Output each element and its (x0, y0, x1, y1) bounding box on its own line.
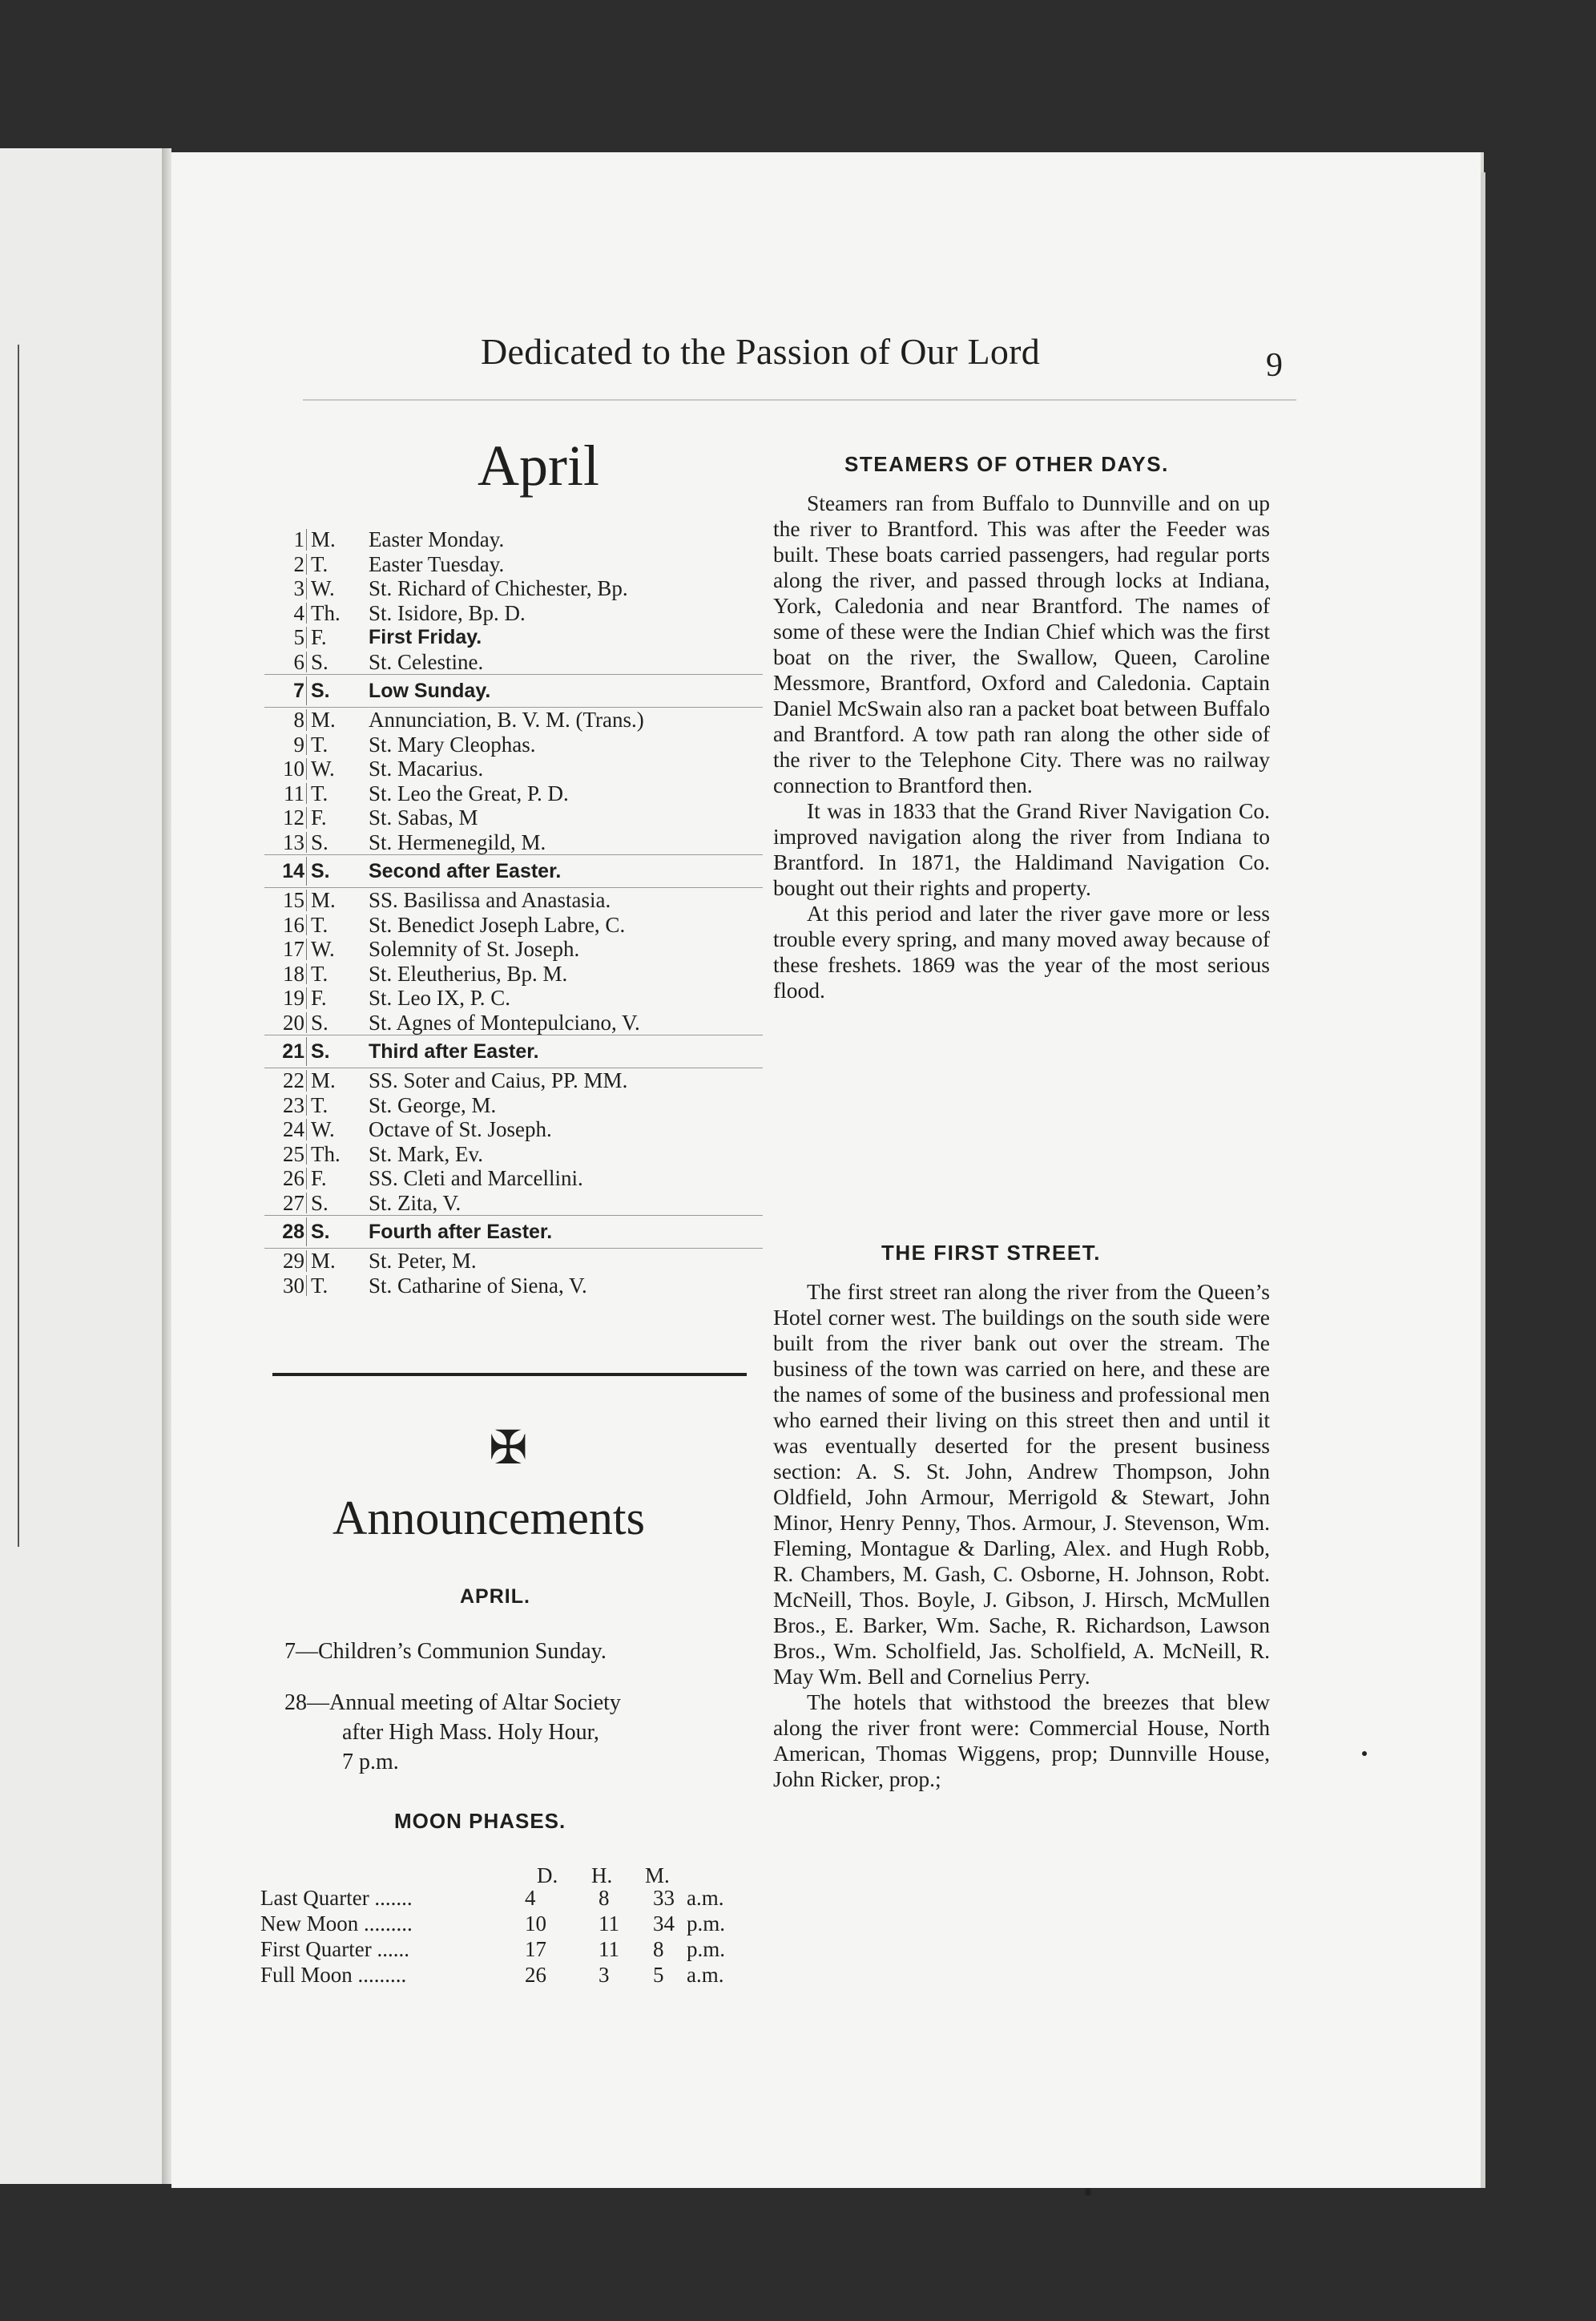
calendar-day-number: 3 (293, 576, 304, 600)
calendar-feast: St. Benedict Joseph Labre, C. (369, 912, 626, 937)
calendar-feast: St. Isidore, Bp. D. (369, 600, 526, 625)
calendar-day-number: 5 (293, 625, 304, 649)
calendar-weekday: M. (311, 888, 336, 912)
moon-phase-ampm: a.m. (687, 1963, 724, 1987)
calendar-sunday-row (264, 1215, 763, 1249)
calendar-title: April (478, 434, 599, 498)
announcement-line: 28—Annual meeting of Altar Society (284, 1690, 621, 1715)
calendar-feast: Annunciation, B. V. M. (Trans.) (369, 708, 644, 732)
calendar-row (264, 1093, 763, 1118)
calendar-row (264, 757, 763, 781)
calendar-weekday: M. (311, 1068, 336, 1092)
calendar-feast: Third after Easter. (369, 1040, 539, 1063)
steamers-text (773, 490, 1270, 1003)
announcement-item (284, 1637, 749, 1666)
calendar-feast: St. Macarius. (369, 757, 484, 781)
calendar-feast: St. Eleutherius, Bp. M. (369, 961, 568, 986)
calendar-divider (306, 1193, 307, 1214)
calendar-divider (306, 807, 307, 829)
calendar-feast: St. Leo the Great, P. D. (369, 781, 569, 805)
calendar-weekday: S. (311, 1040, 330, 1063)
moon-phase-ampm: p.m. (687, 1937, 726, 1961)
calendar-day-number: 10 (283, 757, 304, 781)
first-street-heading: THE FIRST STREET. (881, 1241, 1101, 1265)
calendar-divider (306, 529, 307, 551)
moon-phase-minute: 8 (653, 1937, 664, 1961)
calendar-row (264, 986, 763, 1011)
calendar-feast: St. Leo IX, P. C. (369, 986, 511, 1010)
calendar-feast: Low Sunday. (369, 680, 491, 702)
ink-spot (1085, 2188, 1091, 2196)
paragraph: It was in 1833 that the Grand River Navigation Co. improved navigation along the river from Indiana to Brantford. In 1871, the Haldimand Navigation Co. bought out their rights and property. (773, 798, 1270, 900)
moon-phase-day: 26 (525, 1963, 546, 1987)
calendar-divider (306, 783, 307, 805)
calendar-weekday: W. (311, 937, 335, 961)
calendar-row (264, 830, 763, 855)
announcement-line: 7 p.m. (342, 1750, 399, 1774)
calendar-row (264, 650, 763, 675)
calendar-weekday: F. (311, 625, 327, 649)
calendar-day-number: 1 (293, 527, 304, 551)
calendar-feast: St. Mark, Ev. (369, 1141, 483, 1166)
moon-phase-name: Last Quarter ....... (260, 1886, 413, 1910)
calendar-row (264, 805, 763, 830)
calendar-divider (306, 1037, 307, 1066)
calendar-feast: SS. Soter and Caius, PP. MM. (369, 1068, 628, 1092)
facing-page-edge (0, 345, 19, 1547)
calendar-weekday: M. (311, 527, 336, 551)
calendar-row (264, 937, 763, 962)
calendar-day-number: 28 (282, 1221, 304, 1243)
header-rule (303, 399, 1296, 401)
cross-ornament: ✠ (489, 1422, 528, 1474)
calendar-divider (306, 676, 307, 705)
calendar-divider (306, 914, 307, 936)
calendar-divider (306, 963, 307, 985)
calendar-weekday: T. (311, 732, 328, 757)
calendar-feast: St. George, M. (369, 1092, 497, 1117)
calendar-day-number: 2 (293, 551, 304, 576)
moon-phase-hour: 11 (598, 1911, 619, 1936)
calendar-day-number: 18 (283, 961, 304, 986)
calendar-day-number: 26 (283, 1166, 304, 1190)
calendar-day-number: 27 (283, 1190, 304, 1215)
moon-phase-hour: 3 (598, 1963, 610, 1987)
calendar-row (264, 1117, 763, 1142)
calendar-divider (306, 734, 307, 756)
moon-phase-day: 4 (525, 1886, 536, 1910)
running-head: Dedicated to the Passion of Our Lord (481, 331, 1041, 372)
calendar-divider (306, 709, 307, 731)
calendar-row (264, 913, 763, 938)
calendar-weekday: T. (311, 912, 328, 937)
announcements-title: Announcements (332, 1491, 645, 1544)
calendar-day-number: 13 (283, 830, 304, 854)
calendar-day-number: 22 (283, 1068, 304, 1092)
moon-phase-row (260, 1885, 757, 1911)
calendar-row (264, 962, 763, 987)
moon-phase-minute: 33 (653, 1886, 675, 1910)
calendar-weekday: F. (311, 805, 327, 830)
calendar-feast: SS. Cleti and Marcellini. (369, 1166, 583, 1190)
calendar-weekday: Th. (311, 1141, 341, 1166)
calendar-weekday: S. (311, 1010, 328, 1035)
moon-phase-ampm: a.m. (687, 1886, 724, 1910)
moon-phase-day: 10 (525, 1911, 546, 1936)
calendar-feast: Easter Tuesday. (369, 551, 505, 576)
calendar-weekday: T. (311, 1092, 328, 1117)
calendar-feast: St. Agnes of Montepulciano, V. (369, 1010, 640, 1035)
page-edge (1481, 172, 1485, 2188)
moon-phase-row (260, 1936, 757, 1962)
announcements-month: APRIL. (460, 1585, 530, 1608)
calendar-end-rule (272, 1373, 747, 1376)
calendar-feast: First Friday. (369, 626, 482, 648)
calendar-row (264, 552, 763, 577)
calendar-row (264, 781, 763, 806)
calendar-row (264, 708, 763, 733)
calendar-weekday: T. (311, 551, 328, 576)
calendar-divider (306, 554, 307, 575)
calendar-row (264, 1068, 763, 1093)
calendar-sunday-row (264, 1035, 763, 1068)
calendar-weekday: S. (311, 860, 330, 882)
calendar-divider (306, 1275, 307, 1297)
moon-phase-hour: 11 (598, 1937, 619, 1961)
calendar-row (264, 625, 763, 650)
calendar-day-number: 29 (283, 1249, 304, 1273)
moon-phase-minute: 5 (653, 1963, 664, 1987)
calendar-divider (306, 1144, 307, 1165)
calendar-list (264, 527, 763, 1298)
calendar-divider (306, 832, 307, 854)
calendar-divider (306, 1119, 307, 1140)
page-number: 9 (1266, 347, 1283, 384)
moon-col-minutes: M. (645, 1863, 670, 1887)
ink-spot (1362, 1751, 1367, 1756)
paragraph: Steamers ran from Buffalo to Dunnville and on up the river to Brantford. This was after the Feeder was built. These boats carried passengers, had regular ports along the river, and passed through locks at Indiana, York, Caledonia and near Brantford. The names of some of these were the Indian Chief which was the first boat on the river, the Swallow, Queen, Caroline Messmore, Brantford, Oxford and Caledonia. Captain Daniel McSwain also ran a packet boat between Buffalo and Brantford. A tow path ran along the other side of the river to the Telephone City. There was no railway connection to Brantford then. (773, 490, 1270, 797)
calendar-day-number: 19 (283, 986, 304, 1010)
calendar-weekday: F. (311, 986, 327, 1010)
calendar-feast: St. Richard of Chichester, Bp. (369, 576, 628, 600)
calendar-weekday: W. (311, 757, 335, 781)
book-gutter (162, 148, 171, 2184)
calendar-day-number: 30 (283, 1273, 304, 1298)
calendar-row (264, 1166, 763, 1191)
calendar-day-number: 16 (283, 912, 304, 937)
calendar-divider (306, 578, 307, 599)
calendar-divider (306, 857, 307, 886)
moon-phases-table (260, 1885, 757, 1988)
calendar-row (264, 601, 763, 626)
moon-phase-name: First Quarter ...... (260, 1937, 409, 1961)
calendar-weekday: T. (311, 781, 328, 805)
calendar-weekday: M. (311, 708, 336, 732)
calendar-sunday-row (264, 854, 763, 888)
moon-phase-row (260, 1962, 757, 1988)
announcement-item (284, 1688, 749, 1777)
calendar-divider (306, 987, 307, 1009)
calendar-weekday: M. (311, 1249, 336, 1273)
calendar-weekday: Th. (311, 600, 341, 625)
calendar-row (264, 1274, 763, 1298)
calendar-day-number: 24 (283, 1117, 304, 1141)
calendar-weekday: T. (311, 1273, 328, 1298)
calendar-feast: Fourth after Easter. (369, 1221, 553, 1243)
calendar-divider (306, 1095, 307, 1116)
calendar-feast: Second after Easter. (369, 860, 562, 882)
calendar-divider (306, 1070, 307, 1092)
calendar-divider (306, 1012, 307, 1034)
announcement-line: 7—Children’s Communion Sunday. (284, 1639, 607, 1664)
calendar-weekday: W. (311, 576, 335, 600)
calendar-divider (306, 1168, 307, 1189)
moon-col-hours: H. (591, 1863, 613, 1887)
first-street-text (773, 1279, 1270, 1792)
calendar-feast: St. Peter, M. (369, 1249, 477, 1273)
calendar-divider (306, 652, 307, 673)
calendar-day-number: 4 (293, 600, 304, 625)
calendar-feast: St. Mary Cleophas. (369, 732, 536, 757)
steamers-heading: STEAMERS OF OTHER DAYS. (844, 452, 1169, 476)
calendar-row (264, 733, 763, 757)
calendar-divider (306, 758, 307, 780)
paragraph: The first street ran along the river from the Queen’s Hotel corner west. The buildings on the south side were built from the river bank out over the stream. The business of the town was carried on here, and these are the names of some of the business and professional men who earned their living on this street then and until it was eventually deserted for the present business section: A. S. St. John, Andrew Thompson, John Oldfield, John Armour, Merrigold & Stewart, John Minor, Henry Penny, Thos. Armour, J. Stevenson, Wm. Fleming, Montague & Darling, Alex. and Hugh Robb, R. Chambers, M. Gash, C. Osborne, H. Johnson, Robt. McNeill, Thos. Boyle, J. Gibson, J. Hirsch, McMullen Bros., E. Barker, Wm. Sache, R. Richardson, Lawson Bros., Wm. Scholfield, Jas. Scholfield, A. McNeill, R. May Wm. Bell and Cornelius Perry. (773, 1279, 1270, 1689)
calendar-feast: St. Celestine. (369, 649, 484, 674)
calendar-divider (306, 1250, 307, 1272)
calendar-day-number: 21 (282, 1040, 304, 1063)
calendar-feast: SS. Basilissa and Anastasia. (369, 888, 611, 912)
calendar-weekday: W. (311, 1117, 335, 1141)
moon-phase-name: Full Moon ......... (260, 1963, 407, 1987)
calendar-divider (306, 1217, 307, 1246)
calendar-feast: St. Zita, V. (369, 1190, 461, 1215)
facing-page (0, 148, 167, 2184)
calendar-divider (306, 627, 307, 648)
calendar-day-number: 8 (293, 708, 304, 732)
calendar-weekday: S. (311, 649, 328, 674)
moon-phase-minute: 34 (653, 1911, 675, 1936)
calendar-feast: Octave of St. Joseph. (369, 1117, 552, 1141)
calendar-weekday: S. (311, 1190, 328, 1215)
calendar-day-number: 9 (293, 732, 304, 757)
calendar-row (264, 1142, 763, 1167)
calendar-divider (306, 890, 307, 911)
calendar-day-number: 15 (283, 888, 304, 912)
calendar-day-number: 25 (283, 1141, 304, 1166)
calendar-weekday: S. (311, 1221, 330, 1243)
calendar-day-number: 14 (282, 860, 304, 882)
moon-col-days: D. (537, 1863, 558, 1887)
calendar-divider (306, 938, 307, 960)
calendar-row (264, 576, 763, 601)
moon-phase-hour: 8 (598, 1886, 610, 1910)
calendar-weekday: S. (311, 830, 328, 854)
calendar-row (264, 1249, 763, 1274)
calendar-weekday: F. (311, 1166, 327, 1190)
calendar-sunday-row (264, 674, 763, 708)
calendar-weekday: T. (311, 961, 328, 986)
calendar-divider (306, 603, 307, 624)
moon-phases-title: MOON PHASES. (394, 1809, 566, 1833)
calendar-feast: St. Hermenegild, M. (369, 830, 546, 854)
calendar-day-number: 6 (293, 649, 304, 674)
moon-phase-day: 17 (525, 1937, 546, 1961)
announcement-line: after High Mass. Holy Hour, (342, 1720, 599, 1745)
calendar-row (264, 1011, 763, 1035)
calendar-day-number: 23 (283, 1092, 304, 1117)
calendar-feast: St. Sabas, M (369, 805, 478, 830)
moon-phase-ampm: p.m. (687, 1911, 726, 1936)
calendar-day-number: 12 (283, 805, 304, 830)
paragraph: At this period and later the river gave more or less trouble every spring, and many moved away because of these freshets. 1869 was the year of the most serious flood. (773, 901, 1270, 1003)
calendar-day-number: 7 (293, 680, 304, 702)
paragraph: The hotels that withstood the breezes that blew along the river front were: Commercial House, North American, Thomas Wiggens, prop; Dunnville House, John Ricker, prop.; (773, 1689, 1270, 1791)
calendar-row (264, 1191, 763, 1216)
calendar-day-number: 17 (283, 937, 304, 961)
calendar-feast: Easter Monday. (369, 527, 505, 551)
calendar-weekday: S. (311, 680, 330, 702)
calendar-day-number: 11 (284, 781, 304, 805)
moon-phase-name: New Moon ......... (260, 1911, 413, 1936)
calendar-row (264, 888, 763, 913)
calendar-row (264, 527, 763, 552)
calendar-feast: St. Catharine of Siena, V. (369, 1273, 587, 1298)
calendar-feast: Solemnity of St. Joseph. (369, 937, 580, 961)
calendar-day-number: 20 (283, 1010, 304, 1035)
moon-phase-row (260, 1911, 757, 1936)
